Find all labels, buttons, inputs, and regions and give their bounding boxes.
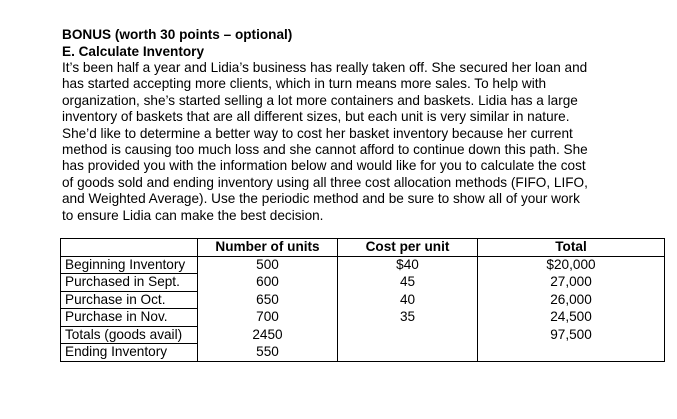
- table-header-row: [61, 239, 665, 257]
- cell-cost: 35: [338, 309, 478, 327]
- paragraph-line: It’s been half a year and Lidia’s business has really taken off. She secured her loan and: [62, 60, 588, 75]
- paragraph-line: of goods sold and ending inventory using all three cost allocation methods (FIFO, LIFO,: [62, 174, 588, 190]
- cell-units: 500: [198, 256, 338, 274]
- cell-cost: $40: [338, 256, 478, 274]
- paragraph-line: and Weighted Average). Use the periodic method and be sure to show all of your work: [62, 191, 580, 207]
- paragraph-line: to ensure Lidia can make the best decision.: [62, 207, 324, 223]
- paragraph-line: has provided you with the information below and would like for you to calculate the cost: [62, 158, 586, 174]
- paragraph-line: method is causing too much loss and she cannot afford to continue down this path. She: [62, 142, 588, 158]
- cell-total: $20,000: [478, 256, 665, 274]
- row-label: Purchase in Nov.: [61, 309, 198, 327]
- cell-units: 2450: [198, 326, 338, 344]
- table-row: [61, 256, 665, 274]
- cell-cost: [338, 344, 478, 362]
- paragraph-line: inventory of baskets that are all different sizes, but each unit is very similar in nature.: [62, 109, 570, 125]
- instructions-paragraph: [62, 60, 637, 224]
- row-label: Ending Inventory: [61, 344, 198, 362]
- table-row: [61, 274, 665, 292]
- cell-total: 26,000: [478, 291, 665, 309]
- cell-total: 24,500: [478, 309, 665, 327]
- paragraph-line: organization, she’s started selling a lot more containers and baskets. Lidia has a large: [62, 92, 578, 108]
- section-subtitle: E. Calculate Inventory: [62, 43, 205, 59]
- header-label-blank: [61, 239, 198, 257]
- header-units: Number of units: [198, 239, 338, 257]
- cell-units: 650: [198, 291, 338, 309]
- cell-cost: 40: [338, 291, 478, 309]
- header-cost: Cost per unit: [338, 239, 478, 257]
- row-label: Purchased in Sept.: [61, 274, 198, 292]
- cell-total: [478, 344, 665, 362]
- paragraph-line: She’d like to determine a better way to cost her basket inventory because her current: [62, 125, 573, 141]
- table-row: [61, 309, 665, 327]
- cell-units: 700: [198, 309, 338, 327]
- row-label: Purchase in Oct.: [61, 291, 198, 309]
- cell-cost: [338, 326, 478, 344]
- row-label: Totals (goods avail): [61, 326, 198, 344]
- document-body: [62, 27, 637, 224]
- cell-units: 550: [198, 344, 338, 362]
- paragraph-line: has started accepting more clients, which in turn means more sales. To help with: [62, 76, 547, 92]
- table-row: [61, 344, 665, 362]
- cell-cost: 45: [338, 274, 478, 292]
- cell-total: 97,500: [478, 326, 665, 344]
- bonus-title: BONUS (worth 30 points – optional): [62, 27, 293, 42]
- cell-units: 600: [198, 274, 338, 292]
- table-row: [61, 291, 665, 309]
- cell-total: 27,000: [478, 274, 665, 292]
- inventory-table: [60, 238, 665, 362]
- header-total: Total: [478, 239, 665, 257]
- row-label: Beginning Inventory: [61, 256, 198, 274]
- table-row: [61, 326, 665, 344]
